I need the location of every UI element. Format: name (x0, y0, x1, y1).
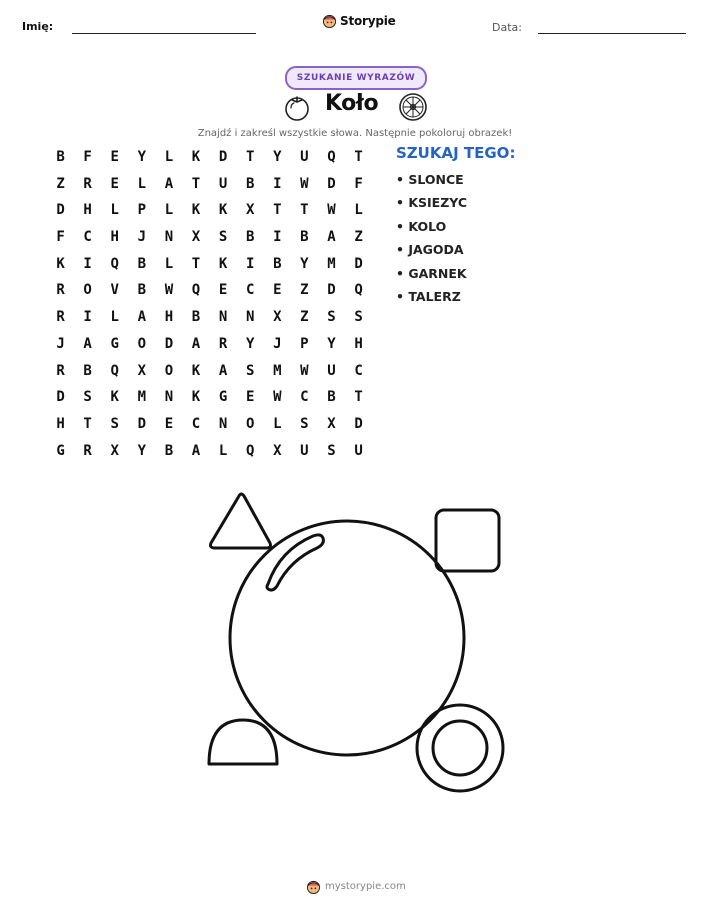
grid-letter[interactable]: K (191, 362, 201, 379)
grid-letter[interactable]: W (273, 389, 282, 406)
grid-letter[interactable]: N (218, 309, 228, 326)
grid-row (47, 174, 372, 201)
grid-letter[interactable]: P (300, 335, 309, 352)
grid-letter[interactable]: N (218, 415, 228, 432)
grid-letter[interactable]: I (245, 255, 255, 272)
grid-row (47, 147, 372, 174)
grid-letter[interactable]: C (354, 362, 363, 379)
grid-letter[interactable]: K (191, 202, 201, 219)
grid-letter[interactable]: H (56, 415, 65, 432)
word-list (396, 172, 467, 312)
grid-letter[interactable]: S (245, 362, 255, 379)
grid-letter[interactable]: O (164, 362, 174, 379)
grid-letter[interactable]: F (83, 149, 92, 165)
grid-letter[interactable]: B (164, 442, 174, 459)
grid-letter[interactable]: L (137, 175, 147, 192)
grid-letter[interactable]: D (137, 415, 147, 432)
grid-letter[interactable]: B (83, 362, 92, 379)
grid-letter[interactable]: D (327, 282, 336, 299)
grid-letter[interactable]: W (164, 282, 174, 299)
grid-letter[interactable]: K (218, 202, 228, 219)
half-circle-shape (209, 720, 277, 764)
grid-row (47, 307, 372, 334)
grid-letter[interactable]: D (56, 389, 65, 406)
grid-letter[interactable]: A (191, 335, 201, 352)
grid-letter[interactable]: G (218, 389, 228, 406)
grid-letter[interactable]: A (327, 229, 336, 246)
word-item: • JAGODA (396, 242, 464, 258)
grid-letter[interactable]: R (56, 309, 65, 326)
grid-letter[interactable]: H (83, 202, 92, 219)
grid-letter[interactable]: A (83, 335, 92, 352)
grid-letter[interactable]: Q (110, 362, 119, 379)
grid-letter[interactable]: B (273, 255, 282, 272)
grid-row (47, 227, 372, 254)
word-item: • KOLO (396, 218, 447, 234)
grid-letter[interactable]: O (245, 415, 255, 432)
grid-letter[interactable]: X (327, 415, 336, 432)
grid-letter[interactable]: Q (354, 282, 363, 299)
grid-letter[interactable]: B (245, 175, 255, 192)
circle-highlight (267, 535, 323, 590)
grid-letter[interactable]: O (137, 335, 147, 352)
grid-row (47, 280, 372, 307)
grid-letter[interactable]: A (191, 442, 201, 459)
grid-letter[interactable]: M (327, 255, 336, 272)
grid-letter[interactable]: U (300, 442, 309, 459)
grid-letter[interactable]: M (137, 389, 147, 406)
triangle-shape (211, 494, 271, 548)
grid-letter[interactable]: D (327, 175, 336, 192)
pie-mascot-icon (322, 13, 337, 28)
grid-letter[interactable]: I (273, 175, 282, 192)
grid-letter[interactable]: N (164, 229, 174, 246)
grid-row (47, 387, 372, 414)
grid-letter[interactable]: T (191, 255, 201, 272)
coloring-illustration[interactable] (195, 488, 515, 798)
grid-letter[interactable]: T (300, 202, 309, 219)
grid-letter[interactable]: N (245, 309, 255, 326)
name-write-line[interactable] (72, 33, 256, 34)
grid-letter[interactable]: L (110, 309, 119, 326)
grid-letter[interactable]: C (191, 415, 201, 432)
grid-letter[interactable]: R (56, 282, 65, 299)
grid-letter[interactable]: Q (245, 442, 255, 459)
word-item: • KSIEZYC (396, 195, 468, 211)
tomato-icon (282, 92, 312, 122)
grid-letter[interactable]: U (354, 442, 363, 459)
grid-letter[interactable]: Q (191, 282, 201, 299)
grid-letter[interactable]: X (191, 229, 201, 246)
grid-letter[interactable]: T (354, 389, 363, 406)
grid-letter[interactable]: U (327, 362, 336, 379)
grid-letter[interactable]: D (164, 335, 174, 352)
footer-url[interactable]: mystorypie.com (325, 881, 406, 892)
grid-row (47, 200, 372, 227)
grid-letter[interactable]: T (83, 415, 92, 432)
grid-letter[interactable]: A (137, 309, 147, 326)
grid-row (47, 414, 372, 441)
grid-letter[interactable]: G (56, 442, 65, 459)
grid-letter[interactable]: Z (300, 309, 309, 326)
word-item: • GARNEK (396, 265, 467, 281)
title-row (282, 91, 428, 123)
grid-letter[interactable]: K (218, 255, 228, 272)
grid-letter[interactable]: N (164, 389, 174, 406)
grid-letter[interactable]: D (354, 255, 363, 272)
grid-letter[interactable]: Y (273, 149, 282, 165)
grid-letter[interactable]: X (245, 202, 255, 219)
grid-letter[interactable]: W (327, 202, 336, 219)
grid-letter[interactable]: Y (137, 442, 147, 459)
grid-letter[interactable]: C (300, 389, 309, 406)
grid-letter[interactable]: T (273, 202, 282, 219)
footer-brand (306, 879, 406, 894)
grid-letter[interactable]: R (83, 175, 92, 192)
grid-letter[interactable]: T (191, 175, 201, 192)
pie-mascot-icon (306, 879, 321, 894)
grid-letter[interactable]: Y (300, 255, 309, 272)
grid-letter[interactable]: S (83, 389, 92, 406)
grid-letter[interactable]: K (56, 255, 65, 272)
grid-letter[interactable]: E (245, 389, 255, 406)
word-search-grid (47, 147, 372, 467)
grid-letter[interactable]: V (110, 282, 119, 299)
grid-letter[interactable]: T (245, 149, 255, 165)
grid-letter[interactable]: K (110, 389, 119, 406)
grid-letter[interactable]: X (110, 442, 119, 459)
ring-outer-shape (417, 705, 503, 791)
square-shape (436, 510, 499, 571)
grid-letter[interactable]: R (83, 442, 92, 459)
grid-letter[interactable]: B (56, 149, 65, 165)
grid-letter[interactable]: D (218, 149, 228, 165)
grid-letter[interactable]: R (218, 335, 228, 352)
page-title: Koło (325, 91, 379, 116)
grid-letter[interactable]: I (83, 309, 92, 326)
grid-letter[interactable]: S (300, 415, 309, 432)
date-label: Data: (492, 21, 522, 34)
grid-row (47, 334, 372, 361)
wheel-icon (398, 92, 428, 122)
grid-letter[interactable]: J (56, 335, 65, 352)
word-item: • SLONCE (396, 172, 464, 187)
grid-letter[interactable]: B (137, 282, 147, 299)
grid-letter[interactable]: R (56, 362, 65, 379)
grid-letter[interactable]: D (354, 415, 363, 432)
grid-letter[interactable]: K (191, 149, 201, 165)
grid-letter[interactable]: S (218, 229, 228, 246)
grid-letter[interactable]: F (56, 229, 65, 246)
grid-letter[interactable]: L (164, 255, 174, 272)
grid-letter[interactable]: Y (327, 335, 336, 352)
grid-letter[interactable]: X (273, 442, 282, 459)
grid-letter[interactable]: L (218, 442, 228, 459)
grid-letter[interactable]: L (110, 202, 119, 219)
grid-letter[interactable]: C (83, 229, 92, 246)
word-list-title: SZUKAJ TEGO: (396, 144, 516, 162)
grid-letter[interactable]: L (354, 202, 363, 219)
grid-letter[interactable]: H (354, 335, 363, 352)
grid-letter[interactable]: B (327, 389, 336, 406)
grid-letter[interactable]: S (327, 309, 336, 326)
grid-letter[interactable]: H (164, 309, 174, 326)
grid-letter[interactable]: A (164, 175, 174, 192)
grid-letter[interactable]: Z (354, 229, 363, 246)
grid-letter[interactable]: B (191, 309, 201, 326)
grid-letter[interactable]: L (164, 202, 174, 219)
grid-letter[interactable]: B (245, 229, 255, 246)
grid-letter[interactable]: Y (137, 149, 147, 165)
word-item: • TALERZ (396, 288, 461, 304)
grid-letter[interactable]: U (300, 149, 309, 165)
grid-letter[interactable]: E (164, 415, 174, 432)
grid-letter[interactable]: S (354, 309, 363, 326)
grid-letter[interactable]: U (218, 175, 228, 192)
grid-letter[interactable]: Q (110, 255, 119, 272)
grid-letter[interactable]: A (218, 362, 228, 379)
grid-letter[interactable]: G (110, 335, 119, 352)
grid-letter[interactable]: Z (56, 175, 65, 192)
grid-letter[interactable]: S (110, 415, 119, 432)
ring-inner-shape (433, 721, 487, 775)
grid-letter[interactable]: K (191, 389, 201, 406)
grid-row (47, 254, 372, 281)
grid-letter[interactable]: B (300, 229, 309, 246)
grid-letter[interactable]: T (354, 149, 363, 165)
grid-letter[interactable]: D (56, 202, 65, 219)
instructions-text: Znajdź i zakreśl wszystkie słowa. Następnie pokoloruj obrazek! (197, 128, 513, 139)
name-label: Imię: (22, 20, 54, 33)
brand-name: Storypie (340, 13, 396, 28)
grid-letter[interactable]: J (137, 229, 147, 246)
grid-letter[interactable]: X (137, 362, 147, 379)
grid-letter[interactable]: Y (245, 335, 255, 352)
grid-letter[interactable]: E (273, 282, 282, 299)
activity-badge: SZUKANIE WYRAZÓW (285, 66, 427, 90)
grid-letter[interactable]: Q (327, 149, 336, 165)
date-write-line[interactable] (538, 33, 686, 34)
grid-letter[interactable]: E (110, 175, 119, 192)
grid-letter[interactable]: B (137, 255, 147, 272)
grid-letter[interactable]: J (273, 335, 282, 352)
grid-letter[interactable]: P (137, 202, 147, 219)
grid-letter[interactable]: I (273, 229, 282, 246)
grid-letter[interactable]: X (273, 309, 282, 326)
grid-letter[interactable]: S (327, 442, 336, 459)
grid-letter[interactable]: E (218, 282, 228, 299)
grid-letter[interactable]: C (245, 282, 255, 299)
brand-logo (322, 13, 396, 28)
grid-row (47, 361, 372, 388)
grid-letter[interactable]: I (83, 255, 92, 272)
grid-letter[interactable]: M (273, 362, 282, 379)
grid-letter[interactable]: Z (300, 282, 309, 299)
grid-row (47, 441, 372, 468)
grid-letter[interactable]: E (110, 149, 119, 165)
grid-letter[interactable]: H (110, 229, 119, 246)
grid-letter[interactable]: L (164, 149, 174, 165)
grid-letter[interactable]: L (273, 415, 282, 432)
grid-letter[interactable]: W (300, 175, 309, 192)
grid-letter[interactable]: W (300, 362, 309, 379)
grid-letter[interactable]: F (354, 175, 363, 192)
grid-letter[interactable]: O (83, 282, 92, 299)
